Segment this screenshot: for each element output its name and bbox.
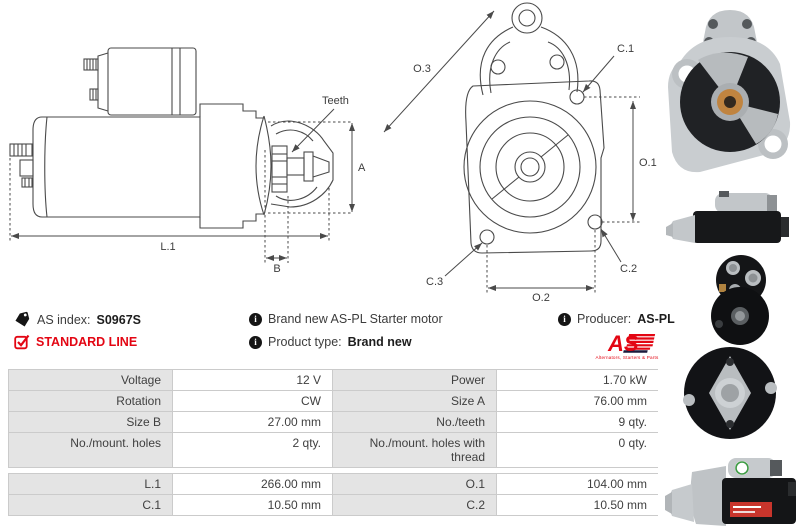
dim-label-teeth: Teeth [322, 95, 349, 107]
starter-side-view-photo[interactable] [663, 189, 797, 257]
spec-label: No./mount. holes with thread [333, 433, 496, 467]
spec-value: 76.00 mm [497, 391, 658, 411]
starter-front-view-photo[interactable] [660, 2, 800, 190]
spec-label: Voltage [9, 370, 172, 390]
producer-label: Producer: [577, 312, 632, 326]
spec-value: 27.00 mm [173, 412, 332, 432]
spec-value: CW [173, 391, 332, 411]
spec-value: 266.00 mm [173, 474, 332, 494]
info-icon: i [249, 336, 262, 349]
product-type-value: Brand new [347, 335, 412, 349]
product-type [249, 335, 412, 349]
as-logo-text: AS [608, 331, 639, 356]
spec-label: Power [333, 370, 496, 390]
dim-label-o3: O.3 [413, 63, 431, 75]
spec-label: Size B [9, 412, 172, 432]
as-logo-tagline: Alternators, Starters & Parts [595, 355, 659, 360]
spec-value: 0 qty. [497, 433, 658, 467]
spec-label: No./mount. holes [9, 433, 172, 467]
product-description [249, 312, 443, 326]
spec-value: 1.70 kW [497, 370, 658, 390]
starter-back-cover-photo[interactable] [667, 344, 793, 447]
spec-value: 12 V [173, 370, 332, 390]
as-index [14, 312, 141, 328]
spec-label: O.1 [333, 474, 496, 494]
dim-label-b: B [273, 263, 281, 275]
spec-label: C.2 [333, 495, 496, 515]
product-description-text: Brand new AS-PL Starter motor [268, 312, 443, 326]
product-type-label: Product type: [268, 335, 342, 349]
checkbox-checked-icon [14, 334, 30, 350]
spec-label: Size A [333, 391, 496, 411]
dim-label-c1: C.1 [617, 43, 635, 55]
spec-value: 10.50 mm [173, 495, 332, 515]
dim-label-c3: C.3 [426, 276, 444, 288]
technical-drawing-side-view [0, 0, 370, 302]
technical-drawing-front-view [370, 0, 665, 305]
spec-label: Rotation [9, 391, 172, 411]
standard-line-badge [14, 334, 137, 350]
spec-value: 104.00 mm [497, 474, 658, 494]
spec-value: 2 qty. [173, 433, 332, 467]
starter-rear-terminals-photo[interactable] [695, 254, 785, 351]
dim-label-c2: C.2 [620, 263, 638, 275]
spec-label: C.1 [9, 495, 172, 515]
spec-value: 9 qty. [497, 412, 658, 432]
dim-label-o1: O.1 [639, 157, 657, 169]
spec-table-main [8, 369, 658, 468]
producer-value: AS-PL [637, 312, 675, 326]
info-icon: i [558, 313, 571, 326]
dim-label-o2: O.2 [532, 292, 550, 304]
spec-label: No./teeth [333, 412, 496, 432]
spec-value: 10.50 mm [497, 495, 658, 515]
as-index-value: S0967S [96, 313, 141, 327]
as-pl-logo [594, 330, 660, 362]
dim-label-l1: L.1 [160, 241, 176, 253]
info-icon: i [249, 313, 262, 326]
as-index-label: AS index: [37, 313, 91, 327]
tag-icon [12, 310, 32, 330]
dim-label-a: A [358, 162, 366, 174]
producer [558, 312, 675, 326]
spec-label: L.1 [9, 474, 172, 494]
spec-table-dimensions [8, 473, 658, 516]
starter-side-view-2-photo[interactable] [662, 452, 800, 530]
standard-line-label: STANDARD LINE [36, 335, 138, 349]
